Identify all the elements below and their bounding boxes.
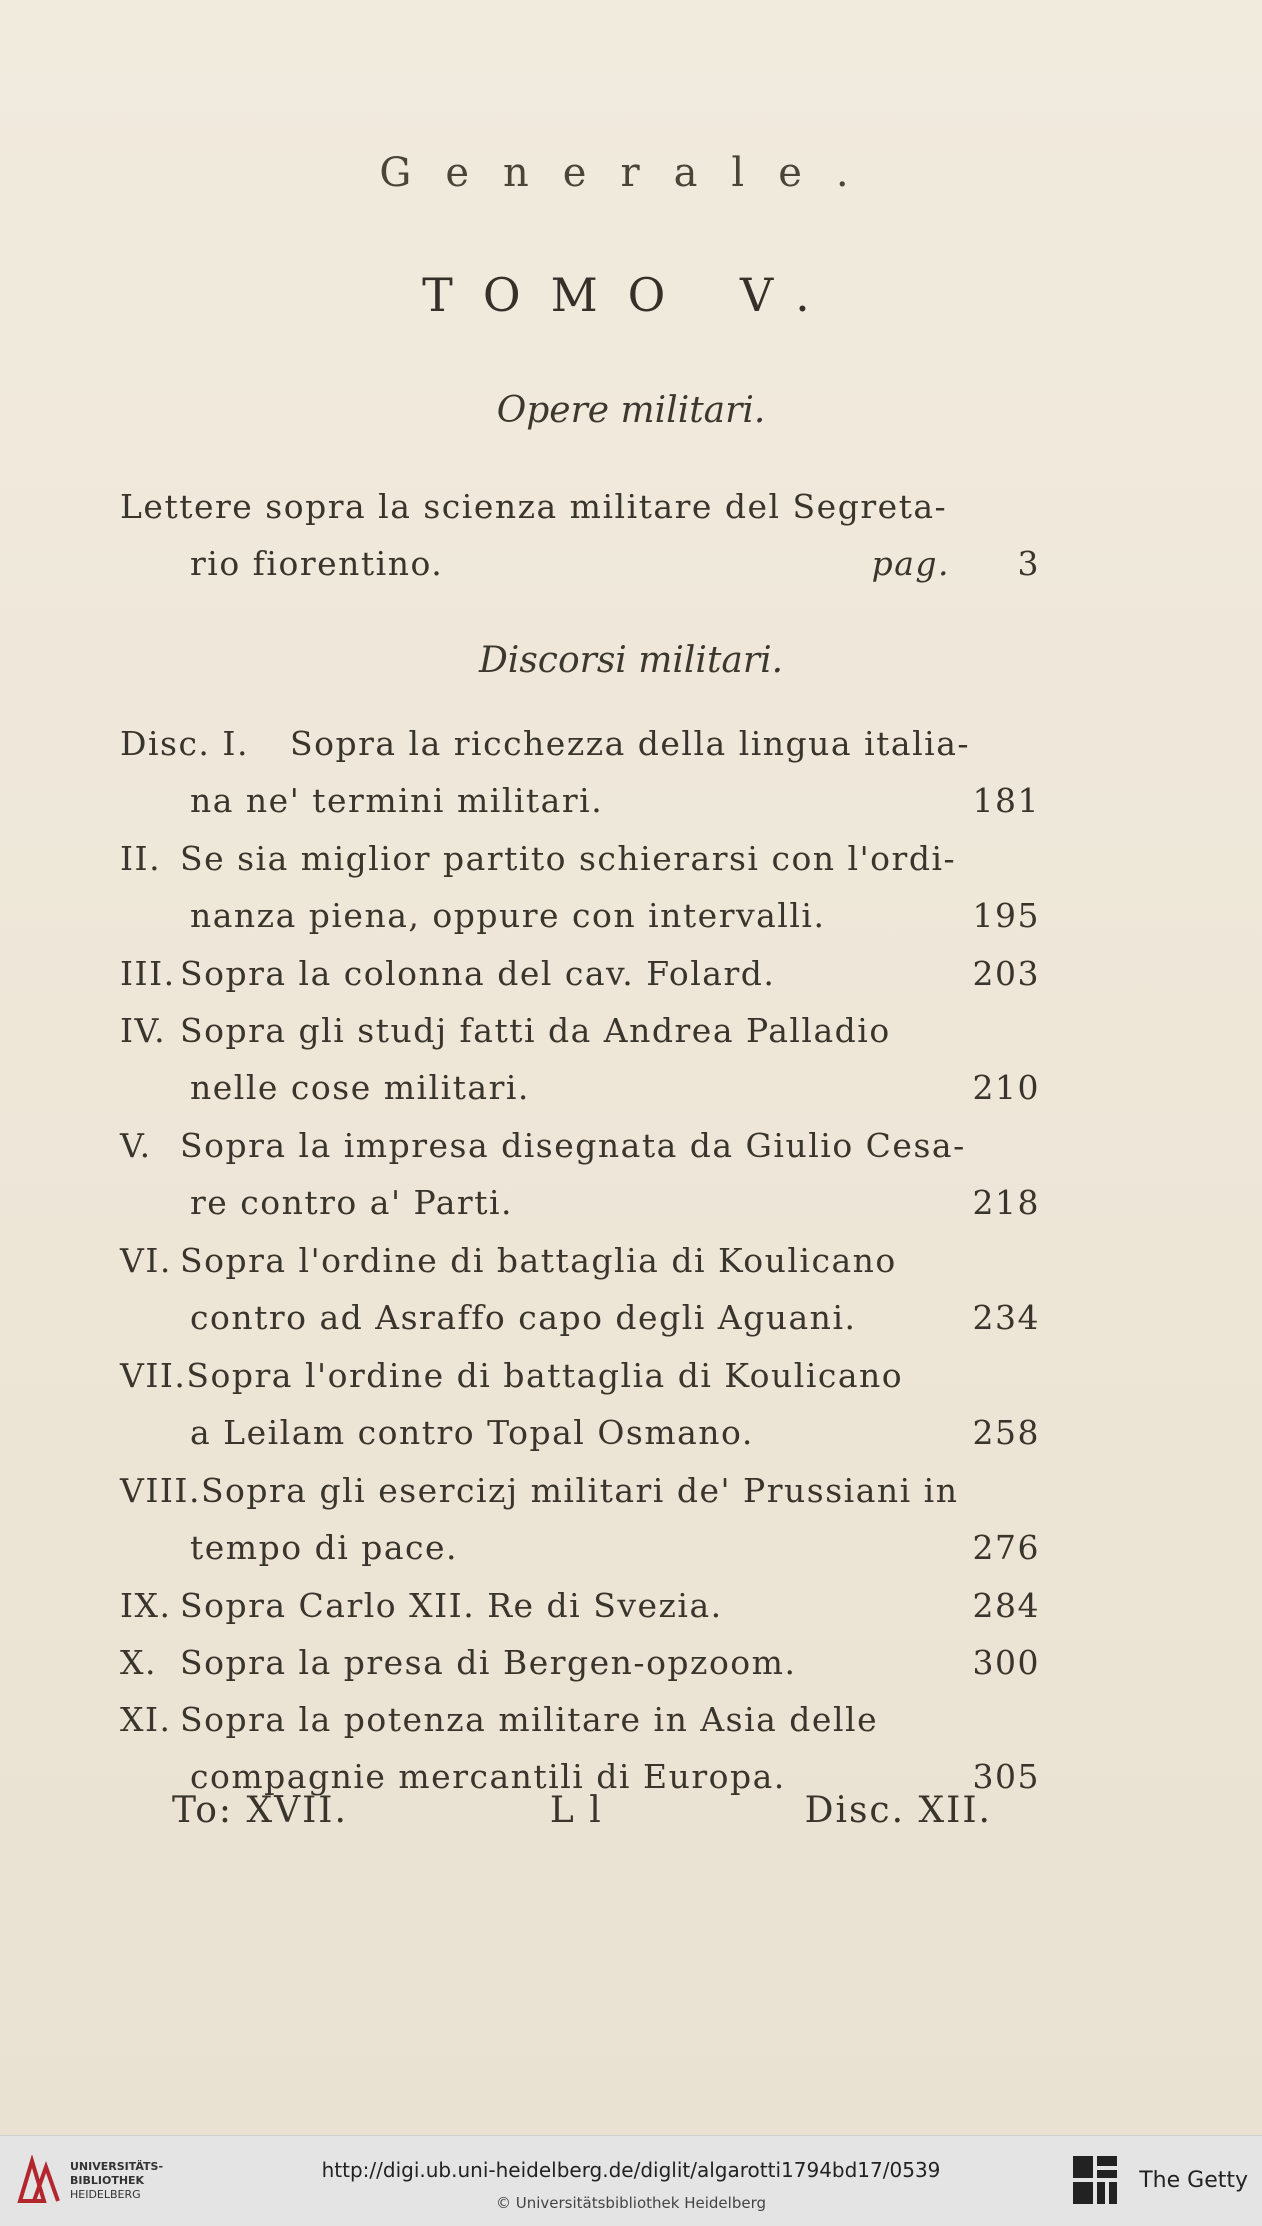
page-number: 3 <box>1017 544 1040 583</box>
viewer-footer-bar <box>0 2135 1262 2226</box>
toc-entry-text: Sopra gli studj fatti da Andrea Palladio <box>180 1011 891 1050</box>
toc-entry-disc-6 <box>120 1232 1040 1346</box>
toc-entry-text: Sopra la impresa disegnata da Giulio Cesa- <box>180 1126 966 1165</box>
toc-entry-disc-1 <box>120 715 1040 829</box>
discourse-number: VI. <box>120 1241 172 1280</box>
toc-entry-disc-2 <box>120 830 1040 944</box>
discourse-number: VII. <box>120 1356 187 1395</box>
page-number: 181 <box>972 781 1040 820</box>
copyright-notice: © Universitätsbibliothek Heidelberg <box>495 2194 766 2212</box>
toc-entry-text: na ne' termini militari. <box>190 781 604 820</box>
partner-name: The Getty <box>1139 2167 1248 2193</box>
discourse-number: XI. <box>120 1700 172 1739</box>
toc-entry-text: Sopra l'ordine di battaglia di Koulicano <box>180 1241 897 1280</box>
toc-entry-text: nelle cose militari. <box>190 1068 530 1107</box>
gathering-signature: L l <box>549 1790 603 1831</box>
volume-signature: To: XVII. <box>172 1790 348 1831</box>
page-number: 276 <box>972 1528 1040 1567</box>
toc-entry-disc-7 <box>120 1347 1040 1461</box>
discourse-number: IX. <box>120 1586 172 1625</box>
page-number: 210 <box>972 1068 1040 1107</box>
toc-entry-disc-5 <box>120 1117 1040 1231</box>
discourse-number: III. <box>120 954 176 993</box>
discourse-number: II. <box>120 839 162 878</box>
toc-entry-text: nanza piena, oppure con intervalli. <box>190 896 826 935</box>
section-heading-discorsi: Discorsi militari. <box>478 640 784 681</box>
toc-entry-text: Sopra gli esercizj militari de' Prussiani in <box>200 1471 959 1510</box>
toc-entry-text: a Leilam contro Topal Osmano. <box>190 1413 754 1452</box>
toc-entry-text: Sopra la presa di Bergen-opzoom. <box>180 1643 797 1682</box>
toc-entry-text: contro ad Asraffo capo degli Aguani. <box>190 1298 857 1337</box>
page-number: 234 <box>972 1298 1040 1337</box>
toc-entry-text: Sopra l'ordine di battaglia di Koulicano <box>186 1356 904 1395</box>
discourse-number: Disc. I. <box>120 724 249 763</box>
toc-entry-text: Sopra la ricchezza della lingua italia- <box>290 724 971 763</box>
discourse-number: VIII. <box>120 1471 201 1510</box>
toc-entry-text: Sopra Carlo XII. Re di Svezia. <box>180 1586 723 1625</box>
volume-title: TOMO V. <box>422 268 840 322</box>
permalink-url[interactable]: http://digi.ub.uni-heidelberg.de/diglit/algarotti1794bd17/0539 <box>321 2158 941 2182</box>
toc-entry-disc-4 <box>120 1002 1040 1116</box>
page-number: 284 <box>972 1586 1040 1625</box>
toc-entry-text: tempo di pace. <box>190 1528 459 1567</box>
page-number: 203 <box>972 954 1040 993</box>
toc-line <box>120 478 1040 535</box>
catchword-line <box>172 1790 992 1831</box>
page-number: 258 <box>972 1413 1040 1452</box>
catchword: Disc. XII. <box>804 1790 992 1831</box>
toc-entry-text: Se sia miglior partito schierarsi con l'ordi- <box>180 839 957 878</box>
toc-entry-disc-8 <box>120 1462 1040 1576</box>
toc-entry-disc-10 <box>120 1634 1040 1691</box>
getty-logo[interactable] <box>1069 2152 1248 2208</box>
toc-entry-disc-9 <box>120 1577 1040 1634</box>
section-heading-opere: Opere militari. <box>496 390 766 431</box>
running-head: Generale. <box>379 150 883 196</box>
discourse-number: IV. <box>120 1011 167 1050</box>
pag-label: pag. <box>871 544 950 583</box>
page-number: 218 <box>972 1183 1040 1222</box>
toc-entry-text: Sopra la colonna del cav. Folard. <box>180 954 776 993</box>
toc-entry-text: re contro a' Parti. <box>190 1183 514 1222</box>
toc-entry-disc-3 <box>120 945 1040 1002</box>
page-number: 305 <box>972 1757 1040 1796</box>
toc-entry-text: Sopra la potenza militare in Asia delle <box>180 1700 879 1739</box>
page-number: 195 <box>972 896 1040 935</box>
discourse-number: X. <box>120 1643 157 1682</box>
toc-entry-text: compagnie mercantili di Europa. <box>190 1757 786 1796</box>
toc-line <box>120 535 1040 592</box>
page-number: 300 <box>972 1643 1040 1682</box>
toc-entry-lettere <box>120 478 1040 592</box>
getty-logo-icon <box>1069 2152 1121 2208</box>
toc-entry-disc-11 <box>120 1691 1040 1805</box>
ub-library-name: UNIVERSITÄTS- BIBLIOTHEK HEIDELBERG <box>70 2160 164 2201</box>
discourse-number: V. <box>120 1126 152 1165</box>
toc-entry-text: rio fiorentino. <box>190 544 444 583</box>
toc-entry-text: Lettere sopra la scienza militare del Segreta- <box>120 487 948 526</box>
